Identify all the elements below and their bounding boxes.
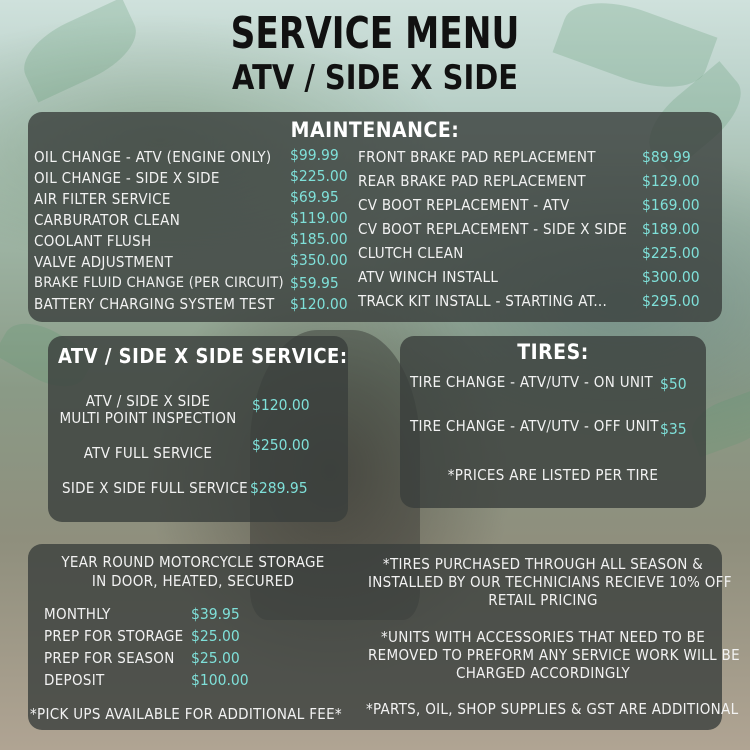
maint-left-label: AIR FILTER SERVICE	[34, 190, 171, 208]
maint-right-label: REAR BRAKE PAD REPLACEMENT	[358, 172, 586, 190]
maint-left-label: BATTERY CHARGING SYSTEM TEST	[34, 295, 275, 313]
tire-on-unit-price: $50	[660, 375, 687, 393]
maint-right-price: $295.00	[642, 292, 700, 310]
tire-off-unit-label: TIRE CHANGE - ATV/UTV - OFF UNIT	[410, 417, 659, 435]
storage-heading-line1: YEAR ROUND MOTORCYCLE STORAGE	[61, 553, 325, 571]
maint-left-label: VALVE ADJUSTMENT	[34, 253, 173, 271]
parts-note: *PARTS, OIL, SHOP SUPPLIES & GST ARE ADDITIONAL	[366, 700, 739, 718]
maint-left-label: CARBURATOR CLEAN	[34, 211, 181, 229]
storage-item-price: $100.00	[191, 671, 249, 689]
maint-left-price: $59.95	[290, 274, 339, 292]
page-title: SERVICE MENU	[230, 8, 520, 59]
maint-left-price: $119.00	[290, 209, 348, 227]
maint-right-price: $225.00	[642, 244, 700, 262]
maint-left-price: $350.00	[290, 251, 348, 269]
maint-left-price: $185.00	[290, 230, 348, 248]
maint-left-price: $225.00	[290, 167, 348, 185]
tires-note: *PRICES ARE LISTED PER TIRE	[447, 466, 659, 484]
storage-item-price: $25.00	[191, 627, 240, 645]
maint-right-label: CV BOOT REPLACEMENT - SIDE X SIDE	[358, 220, 628, 238]
maint-left-label: COOLANT FLUSH	[34, 232, 152, 250]
atv-full-service-price: $250.00	[252, 436, 310, 454]
storage-item-price: $39.95	[191, 605, 240, 623]
inspection-label-line2: MULTI POINT INSPECTION	[59, 409, 237, 427]
atv-service-panel	[48, 336, 348, 522]
inspection-label-line1: ATV / SIDE X SIDE	[85, 392, 211, 410]
maint-left-label: BRAKE FLUID CHANGE (PER CIRCUIT)	[34, 275, 284, 291]
maint-right-price: $189.00	[642, 220, 700, 238]
tire-purchase-note-line3: RETAIL PRICING	[488, 591, 598, 609]
sxs-full-service-label: SIDE X SIDE FULL SERVICE	[62, 479, 248, 497]
maintenance-panel	[28, 112, 722, 322]
pickup-note: *PICK UPS AVAILABLE FOR ADDITIONAL FEE*	[30, 705, 342, 723]
tires-heading: TIRES:	[517, 340, 589, 364]
maint-left-label: OIL CHANGE - SIDE X SIDE	[34, 169, 220, 187]
tire-off-unit-price: $35	[660, 420, 687, 438]
storage-item-label: PREP FOR STORAGE	[44, 627, 184, 645]
maint-left-price: $120.00	[290, 295, 348, 313]
maint-left-price: $99.99	[290, 146, 339, 164]
maint-right-label: CLUTCH CLEAN	[358, 244, 464, 262]
storage-item-label: DEPOSIT	[44, 671, 105, 689]
maint-right-price: $300.00	[642, 268, 700, 286]
tire-on-unit-label: TIRE CHANGE - ATV/UTV - ON UNIT	[410, 373, 654, 391]
inspection-price: $120.00	[252, 396, 310, 414]
storage-item-label: PREP FOR SEASON	[44, 649, 175, 667]
tires-panel	[400, 336, 706, 508]
maint-right-label: TRACK KIT INSTALL - STARTING AT...	[358, 292, 608, 310]
maint-right-price: $89.99	[642, 148, 691, 166]
storage-heading-line2: IN DOOR, HEATED, SECURED	[91, 572, 295, 590]
storage-item-label: MONTHLY	[44, 605, 111, 623]
tire-purchase-note-line2: INSTALLED BY OUR TECHNICIANS RECIEVE 10% OFF	[368, 573, 732, 591]
sxs-full-service-price: $289.95	[250, 479, 308, 497]
maint-right-label: CV BOOT REPLACEMENT - ATV	[358, 196, 570, 214]
maintenance-heading: MAINTENANCE:	[290, 118, 460, 142]
atv-service-heading: ATV / SIDE X SIDE SERVICE:	[58, 344, 348, 368]
maint-right-label: FRONT BRAKE PAD REPLACEMENT	[358, 148, 596, 166]
atv-full-service-label: ATV FULL SERVICE	[83, 444, 213, 462]
accessories-note-line2: REMOVED TO PREFORM ANY SERVICE WORK WILL BE	[368, 646, 740, 664]
accessories-note-line3: CHARGED ACCORDINGLY	[455, 664, 631, 682]
maint-left-price: $69.95	[290, 188, 339, 206]
maint-right-price: $129.00	[642, 172, 700, 190]
maint-left-label: OIL CHANGE - ATV (ENGINE ONLY)	[34, 148, 272, 166]
accessories-note-line1: *UNITS WITH ACCESSORIES THAT NEED TO BE	[380, 628, 706, 646]
tire-purchase-note-line1: *TIRES PURCHASED THROUGH ALL SEASON &	[382, 555, 704, 573]
maint-right-label: ATV WINCH INSTALL	[358, 268, 499, 286]
page-subtitle: ATV / SIDE X SIDE	[232, 58, 518, 98]
storage-item-price: $25.00	[191, 649, 240, 667]
maint-right-price: $169.00	[642, 196, 700, 214]
storage-notes-panel	[28, 544, 740, 730]
